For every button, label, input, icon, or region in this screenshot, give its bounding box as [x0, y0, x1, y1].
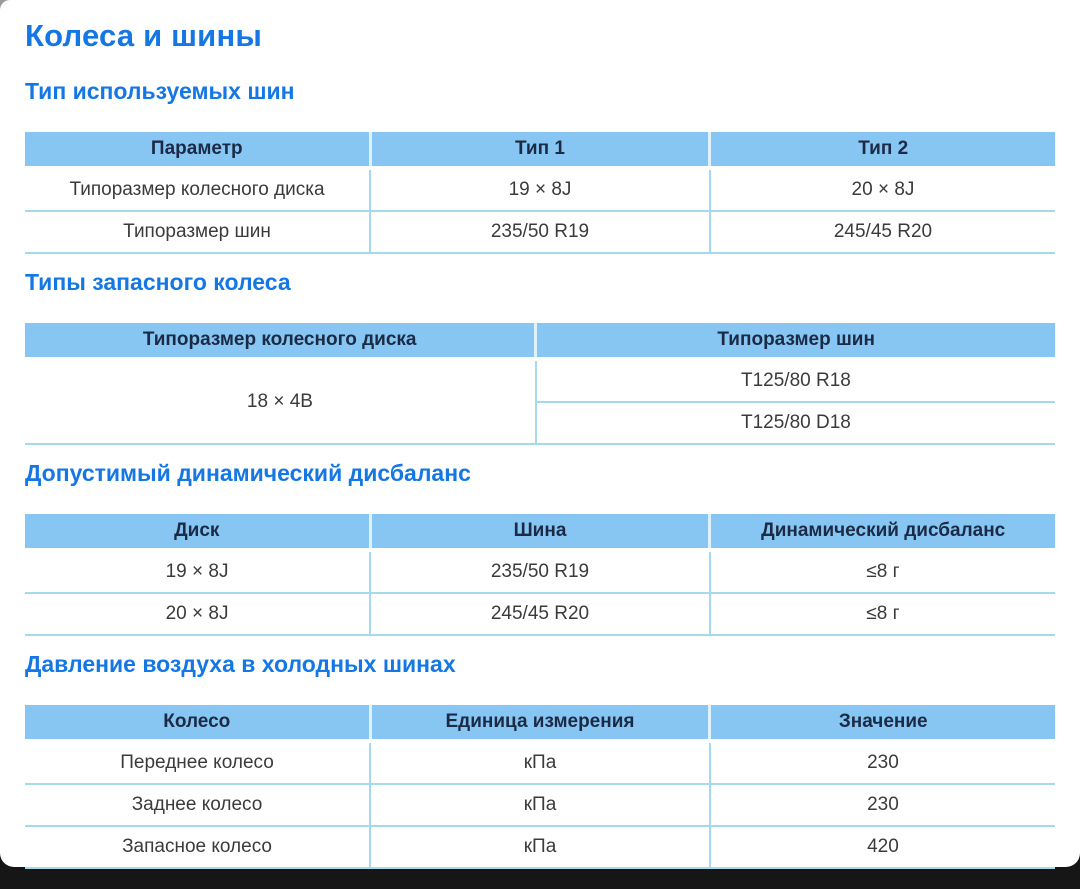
header-cell-tire: Шина [370, 514, 710, 550]
tire-types-table [25, 132, 1055, 254]
header-cell-unit: Единица измерения [370, 705, 710, 741]
table-cell: 235/50 R19 [370, 211, 710, 253]
table-cell: 245/45 R20 [370, 593, 710, 635]
imbalance-table [25, 514, 1055, 636]
header-cell-imbalance: Динамический дисбаланс [710, 514, 1055, 550]
header-cell-tire-size: Типоразмер шин [536, 323, 1055, 359]
table-cell: ≤8 г [710, 550, 1055, 593]
page-title: Колеса и шины [25, 18, 263, 53]
table-cell: 245/45 R20 [710, 211, 1055, 253]
table-row [25, 784, 1055, 826]
header-cell-parameter: Параметр [25, 132, 370, 168]
table-cell: T125/80 D18 [536, 402, 1055, 444]
header-cell-type1: Тип 1 [370, 132, 710, 168]
spare-wheel-table [25, 323, 1055, 445]
table-cell: 19 × 8J [25, 550, 370, 593]
table-header-row [25, 132, 1055, 168]
header-cell-rim-size: Типоразмер колесного диска [25, 323, 536, 359]
table-cell: 20 × 8J [710, 168, 1055, 211]
table-header-row [25, 514, 1055, 550]
table-row [25, 593, 1055, 635]
header-cell-type2: Тип 2 [710, 132, 1055, 168]
table-cell: 235/50 R19 [370, 550, 710, 593]
table-cell: Заднее колесо [25, 784, 370, 826]
table-cell: 230 [710, 784, 1055, 826]
table-cell-merged: 18 × 4B [25, 359, 536, 444]
section-heading-spare-wheel: Типы запасного колеса [25, 269, 291, 295]
table-row [25, 359, 1055, 402]
table-header-row [25, 323, 1055, 359]
header-cell-disc: Диск [25, 514, 370, 550]
table-cell: 420 [710, 826, 1055, 868]
header-cell-wheel: Колесо [25, 705, 370, 741]
table-header-row [25, 705, 1055, 741]
section-heading-tire-types: Тип используемых шин [25, 78, 295, 104]
table-row [25, 741, 1055, 784]
bottom-bar [0, 867, 1080, 889]
table-cell: Запасное колесо [25, 826, 370, 868]
section-heading-pressure: Давление воздуха в холодных шинах [25, 651, 456, 677]
table-cell: кПа [370, 784, 710, 826]
table-cell: 20 × 8J [25, 593, 370, 635]
header-cell-value: Значение [710, 705, 1055, 741]
table-cell: 230 [710, 741, 1055, 784]
table-cell: Типоразмер колесного диска [25, 168, 370, 211]
table-cell: Типоразмер шин [25, 211, 370, 253]
table-cell: T125/80 R18 [536, 359, 1055, 402]
table-row [25, 550, 1055, 593]
table-cell: 19 × 8J [370, 168, 710, 211]
table-cell: кПа [370, 826, 710, 868]
pressure-table [25, 705, 1055, 869]
table-row [25, 168, 1055, 211]
table-cell: Переднее колесо [25, 741, 370, 784]
table-row [25, 826, 1055, 868]
table-cell: ≤8 г [710, 593, 1055, 635]
table-cell: кПа [370, 741, 710, 784]
table-row [25, 211, 1055, 253]
section-heading-imbalance: Допустимый динамический дисбаланс [25, 460, 471, 486]
